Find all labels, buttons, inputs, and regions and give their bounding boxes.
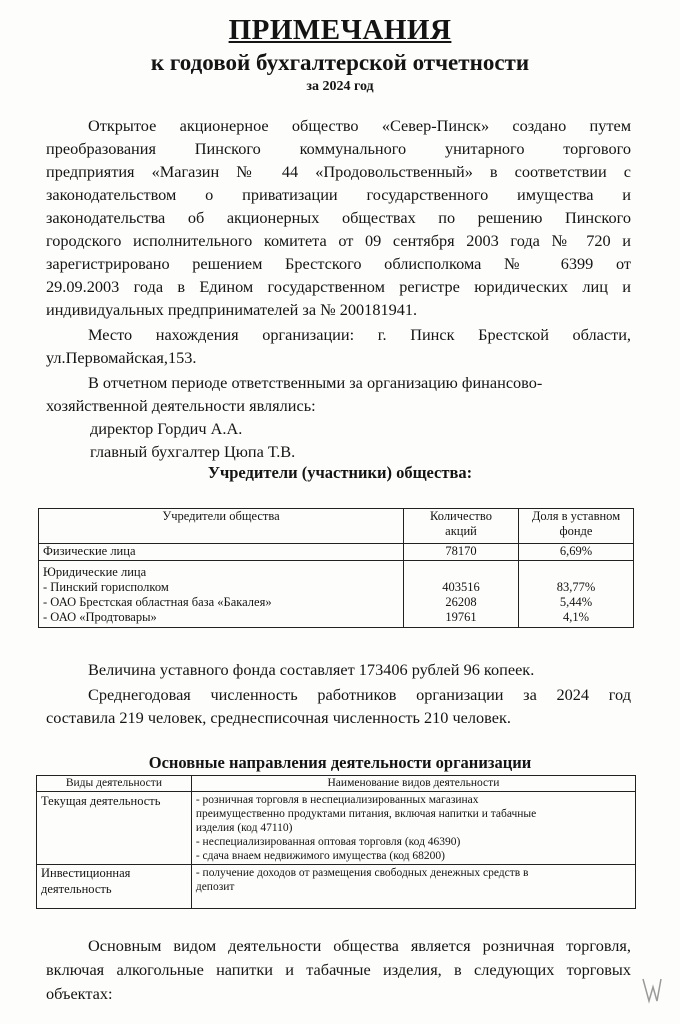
col-header-fund-line: Доля в уставном xyxy=(531,509,621,523)
intro-line: 29.09.2003 года в Едином государственном регистре юридических лиц и xyxy=(46,277,631,296)
legal-item-name: - ОАО «Продтовары» xyxy=(43,610,157,624)
capital-line: Величина уставного фонда составляет 173406 рублей 96 копеек. xyxy=(88,660,535,679)
intro-line: преобразования Пинского коммунального унитарного торгового xyxy=(46,139,631,158)
table-row xyxy=(37,792,636,865)
closing-line: объектах: xyxy=(46,984,113,1003)
document-year: за 2024 год xyxy=(306,79,374,94)
col-header-type: Виды деятельности xyxy=(37,776,192,792)
accountant-line: главный бухгалтер Цюпа Т.В. xyxy=(90,442,296,461)
location-line: Место нахождения организации: г. Пинск Брестской области, xyxy=(88,325,631,344)
legal-item-shares: 403516 xyxy=(442,580,480,594)
investment-type-line: деятельность xyxy=(41,882,112,896)
closing-line: Основным видом деятельности общества является розничная торговля, xyxy=(88,936,631,955)
legal-item-shares: 19761 xyxy=(445,610,477,624)
legal-item-fund: 83,77% xyxy=(556,580,596,594)
closing-line: включая алкогольные напитки и табачные изделия, в следующих торговых xyxy=(46,960,631,979)
handwritten-mark xyxy=(640,975,664,1005)
document-title: ПРИМЕЧАНИЯ xyxy=(228,14,452,46)
individuals-name: Физические лица xyxy=(39,544,404,561)
col-header-fund xyxy=(519,509,634,544)
founders-title: Учредители (участники) общества: xyxy=(207,463,473,482)
intro-line: законодательством о приватизации государственного имущества и xyxy=(46,185,631,204)
legal-names xyxy=(39,561,404,628)
table-row xyxy=(39,561,634,628)
investment-type-line: Инвестиционная xyxy=(41,866,131,880)
staff-line: Среднегодовая численность работников организации за 2024 год xyxy=(88,685,631,704)
activity-item: депозит xyxy=(195,881,235,893)
col-header-name: Наименование видов деятельности xyxy=(191,776,635,792)
legal-item-fund: 5,44% xyxy=(559,595,593,609)
individuals-fund: 6,69% xyxy=(519,544,634,561)
individuals-shares: 78170 xyxy=(404,544,519,561)
location-line: ул.Первомайская,153. xyxy=(46,348,197,367)
responsible-line: В отчетном периоде ответственными за организацию финансово- xyxy=(88,373,543,392)
intro-line: городского исполнительного комитета от 09 сентября 2003 года № 720 и xyxy=(46,231,631,250)
activity-item: - розничная торговля в неспециализированных магазинах xyxy=(195,794,479,806)
col-header-fund-line: фонде xyxy=(559,524,593,538)
legal-fund xyxy=(519,561,634,628)
table-row xyxy=(39,544,634,561)
col-header-shares xyxy=(404,509,519,544)
legal-item-name: - Пинский горисполком xyxy=(43,580,169,594)
investment-activity-items xyxy=(191,865,635,909)
col-header-founders-label: Учредители общества xyxy=(162,509,280,523)
legal-group-label: Юридические лица xyxy=(43,565,147,579)
document-subtitle: к годовой бухгалтерской отчетности xyxy=(150,50,530,75)
responsible-line: хозяйственной деятельности являлись: xyxy=(46,396,316,415)
legal-item-name: - ОАО Брестская областная база «Бакалея» xyxy=(43,595,272,609)
founders-table xyxy=(38,508,634,628)
legal-item-fund: 4,1% xyxy=(562,610,590,624)
director-line: директор Гордич А.А. xyxy=(90,419,243,438)
intro-line: Открытое акционерное общество «Север-Пинск» создано путем xyxy=(88,116,631,135)
activities-table xyxy=(36,775,636,909)
activities-title: Основные направления деятельности организации xyxy=(148,753,532,772)
intro-line: зарегистрировано решением Брестского облисполкома № 6399 от xyxy=(46,254,631,273)
activity-item: изделия (код 47110) xyxy=(195,822,293,834)
current-activity-items xyxy=(191,792,635,865)
intro-line: законодательства об акционерных обществах по решению Пинского xyxy=(46,208,631,227)
investment-activity-type xyxy=(37,865,192,909)
activity-item: - сдача внаем недвижимого имущества (код 68200) xyxy=(195,850,445,862)
activity-item: - неспециализированная оптовая торговля (код 46390) xyxy=(195,836,461,848)
intro-line: индивидуальных предпринимателей за № 200181941. xyxy=(46,300,418,319)
legal-shares xyxy=(404,561,519,628)
col-header-shares-line: акций xyxy=(445,524,477,538)
staff-line: составила 219 человек, среднесписочная численность 210 человек. xyxy=(46,708,511,727)
table-row xyxy=(37,865,636,909)
col-header-shares-line: Количество xyxy=(430,509,492,523)
activity-item: - получение доходов от размещения свободных денежных средств в xyxy=(195,867,529,879)
legal-item-shares: 26208 xyxy=(445,595,477,609)
activity-item: преимущественно продуктами питания, включая напитки и табачные xyxy=(195,808,537,820)
table-header-row xyxy=(37,776,636,792)
col-header-founders xyxy=(39,509,404,544)
current-activity-type: Текущая деятельность xyxy=(37,792,192,865)
intro-line: предприятия «Магазин № 44 «Продовольственный» в соответствии с xyxy=(46,162,631,181)
table-header-row xyxy=(39,509,634,544)
